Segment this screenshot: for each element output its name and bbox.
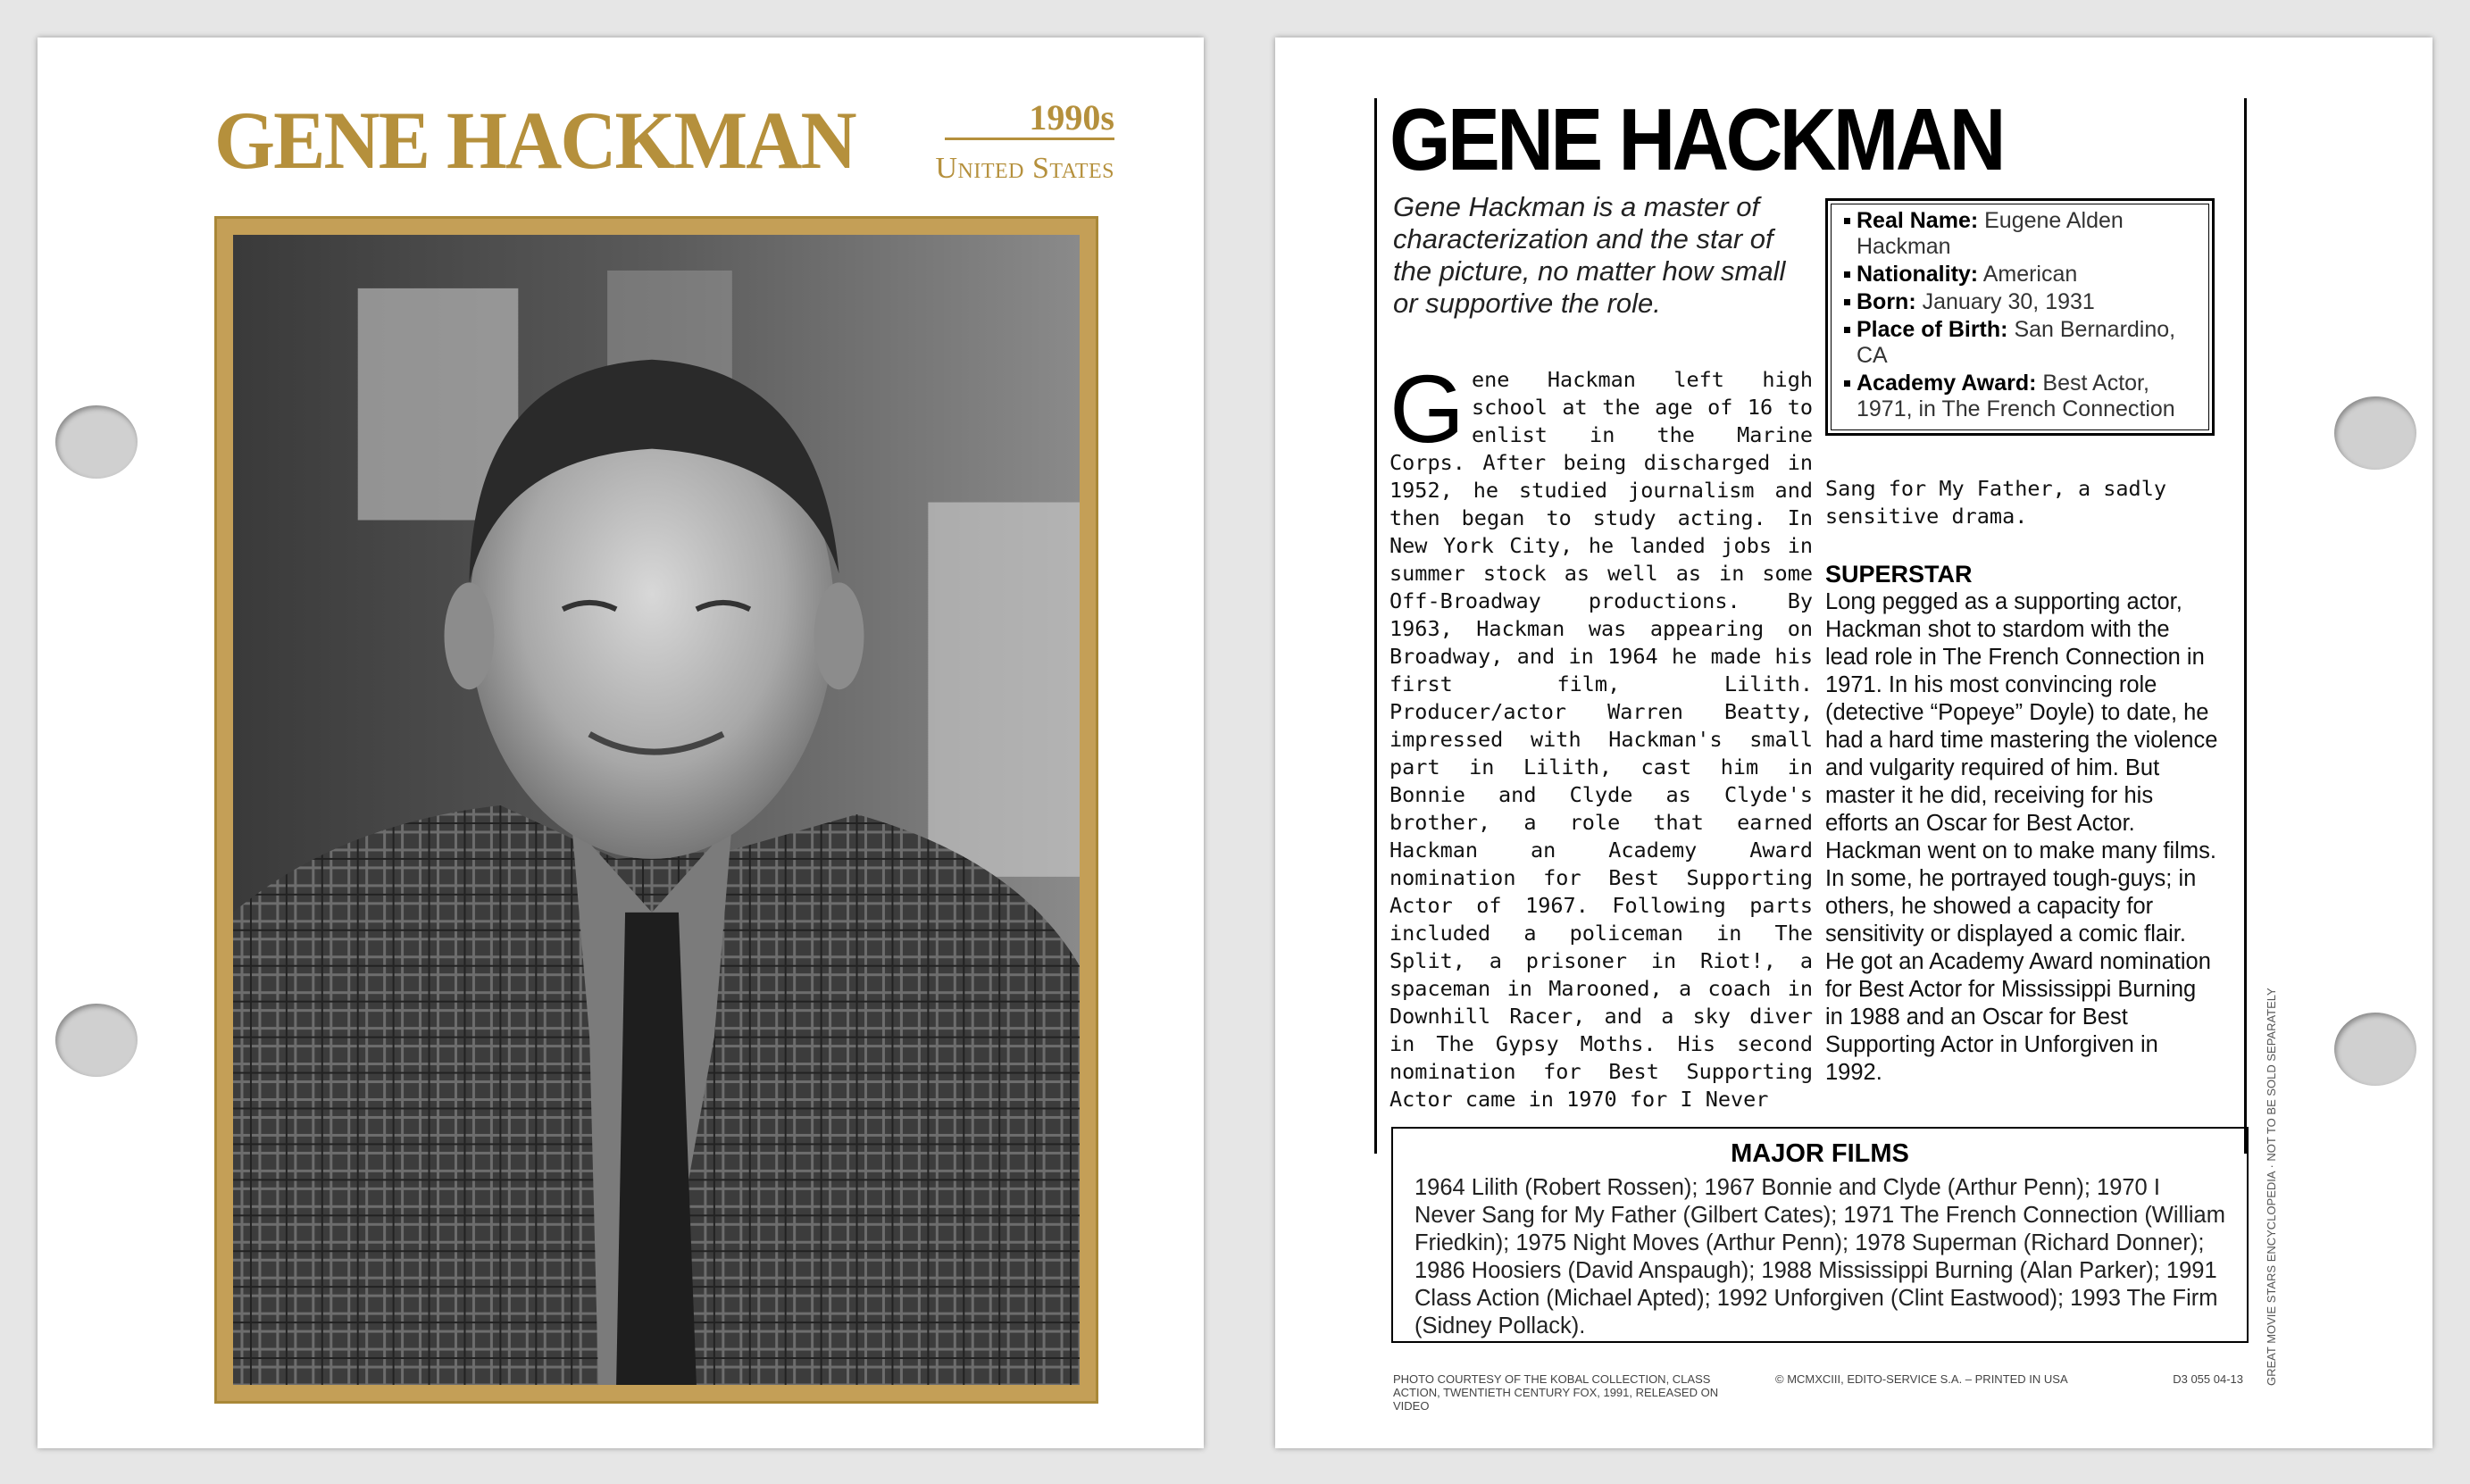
fact-academy-award: Academy Award: Best Actor, 1971, in The French Connection [1844,371,2201,422]
back-star-name: GENE HACKMAN [1389,90,2003,188]
fact-born: Born: January 30, 1931 [1844,289,2201,315]
fact-place-of-birth: Place of Birth: San Bernardino, CA [1844,317,2201,369]
major-films-title: MAJOR FILMS [1731,1139,1909,1168]
column-rule-right [2244,98,2247,1154]
binder-hole-top [2334,396,2416,470]
decade-label: 1990s [1029,97,1114,138]
biography-column-1 [1389,354,1813,1113]
biography-continuation: Sang for My Father, a sadly sensitive drama. [1825,476,2167,529]
card-code: D3 055 04-13 [2173,1372,2243,1386]
binder-hole-bottom [2334,1013,2416,1086]
back-card [1275,38,2432,1448]
portrait-photo [233,235,1080,1385]
intro-text: Gene Hackman is a master of characterization and the star of the picture, no matter how small or supportive the role. [1393,191,1786,319]
front-star-name: GENE HACKMAN [214,95,855,186]
major-films-list: 1964 Lilith (Robert Rossen); 1967 Bonnie and Clyde (Arthur Penn); 1970 I Never Sang for My Father (Gilbert Cates); 1971 The French Connection (William Friedkin); 1975 Night Moves (Arthur Penn); 1978 Superman (Richard Donner); 1986 Hoosiers (David Anspaugh); 1988 Mississippi Burning (Alan Parker); 1991 Class Action (Michael Apted); 1992 Unforgiven (Clint Eastwood); 1993 The Firm (Sidney Pollack). [1414,1175,2225,1338]
binder-hole-bottom [55,1004,138,1077]
section-heading: SUPERSTAR [1825,561,1973,588]
photo-frame [214,216,1098,1404]
copyright-line: © MCMXCIII, EDITO-SERVICE S.A. – PRINTED IN USA [1775,1372,2068,1386]
column-rule-left [1374,98,1377,1154]
binder-hole-top [55,405,138,479]
gold-divider [945,138,1114,140]
drop-cap: G [1389,354,1465,463]
fact-nationality: Nationality: American [1844,262,2201,288]
photo-credit: PHOTO COURTESY OF THE KOBAL COLLECTION, CLASS ACTION, TWENTIETH CENTURY FOX, 1991, RELEASED ON VIDEO [1393,1372,1719,1413]
fact-list [1844,208,2201,422]
fact-box [1825,198,2215,436]
biography-text: ene Hackman left high school at the age of 16 to enlist in the Marine Corps. After being discharged in 1952, he studied journalism and then began to study acting. In New York City, he landed jobs in summer stock as well as in some Off-Broadway productions. By 1963, Hackman was appearing on Broadway, and in 1964 he made his first film, Lilith. Producer/actor Warren Beatty, impressed with Hackman's small part in Lilith, cast him in Bonnie and Clyde as Clyde's brother, a role that earned Hackman an Academy Award nomination for Best Supporting Actor of 1967. Following parts included a policeman in The Split, a prisoner in Riot!, a spaceman in Marooned, a coach in Downhill Racer, and a sky diver in The Gypsy Moths. His second nomination for Best Supporting Actor came in 1970 for I Never [1389,367,1813,1112]
country-label: United States [935,152,1114,185]
front-card [38,38,1204,1448]
side-imprint: GREAT MOVIE STARS ENCYCLOPEDIA · NOT TO BE SOLD SEPARATELY [2265,988,2278,1386]
section-text: Long pegged as a supporting actor, Hackman shot to stardom with the lead role in The French Connection in 1971. In his most convincing role (detective “Popeye” Doyle) to date, he had a hard time mastering the violence and vulgarity required of him. But master it he did, receiving for his efforts an Oscar for Best Actor. Hackman went on to make many films. In some, he portrayed tough-guys; in others, he showed a capacity for sensitivity or displayed a comic flair. He got an Academy Award nomination for Best Actor for Mississippi Burning in 1988 and an Oscar for Best Supporting Actor in Unforgiven in 1992. [1825,589,2218,1085]
major-films-box [1391,1127,2249,1343]
superstar-section [1825,561,2218,1087]
fact-real-name: Real Name: Eugene Alden Hackman [1844,208,2201,260]
